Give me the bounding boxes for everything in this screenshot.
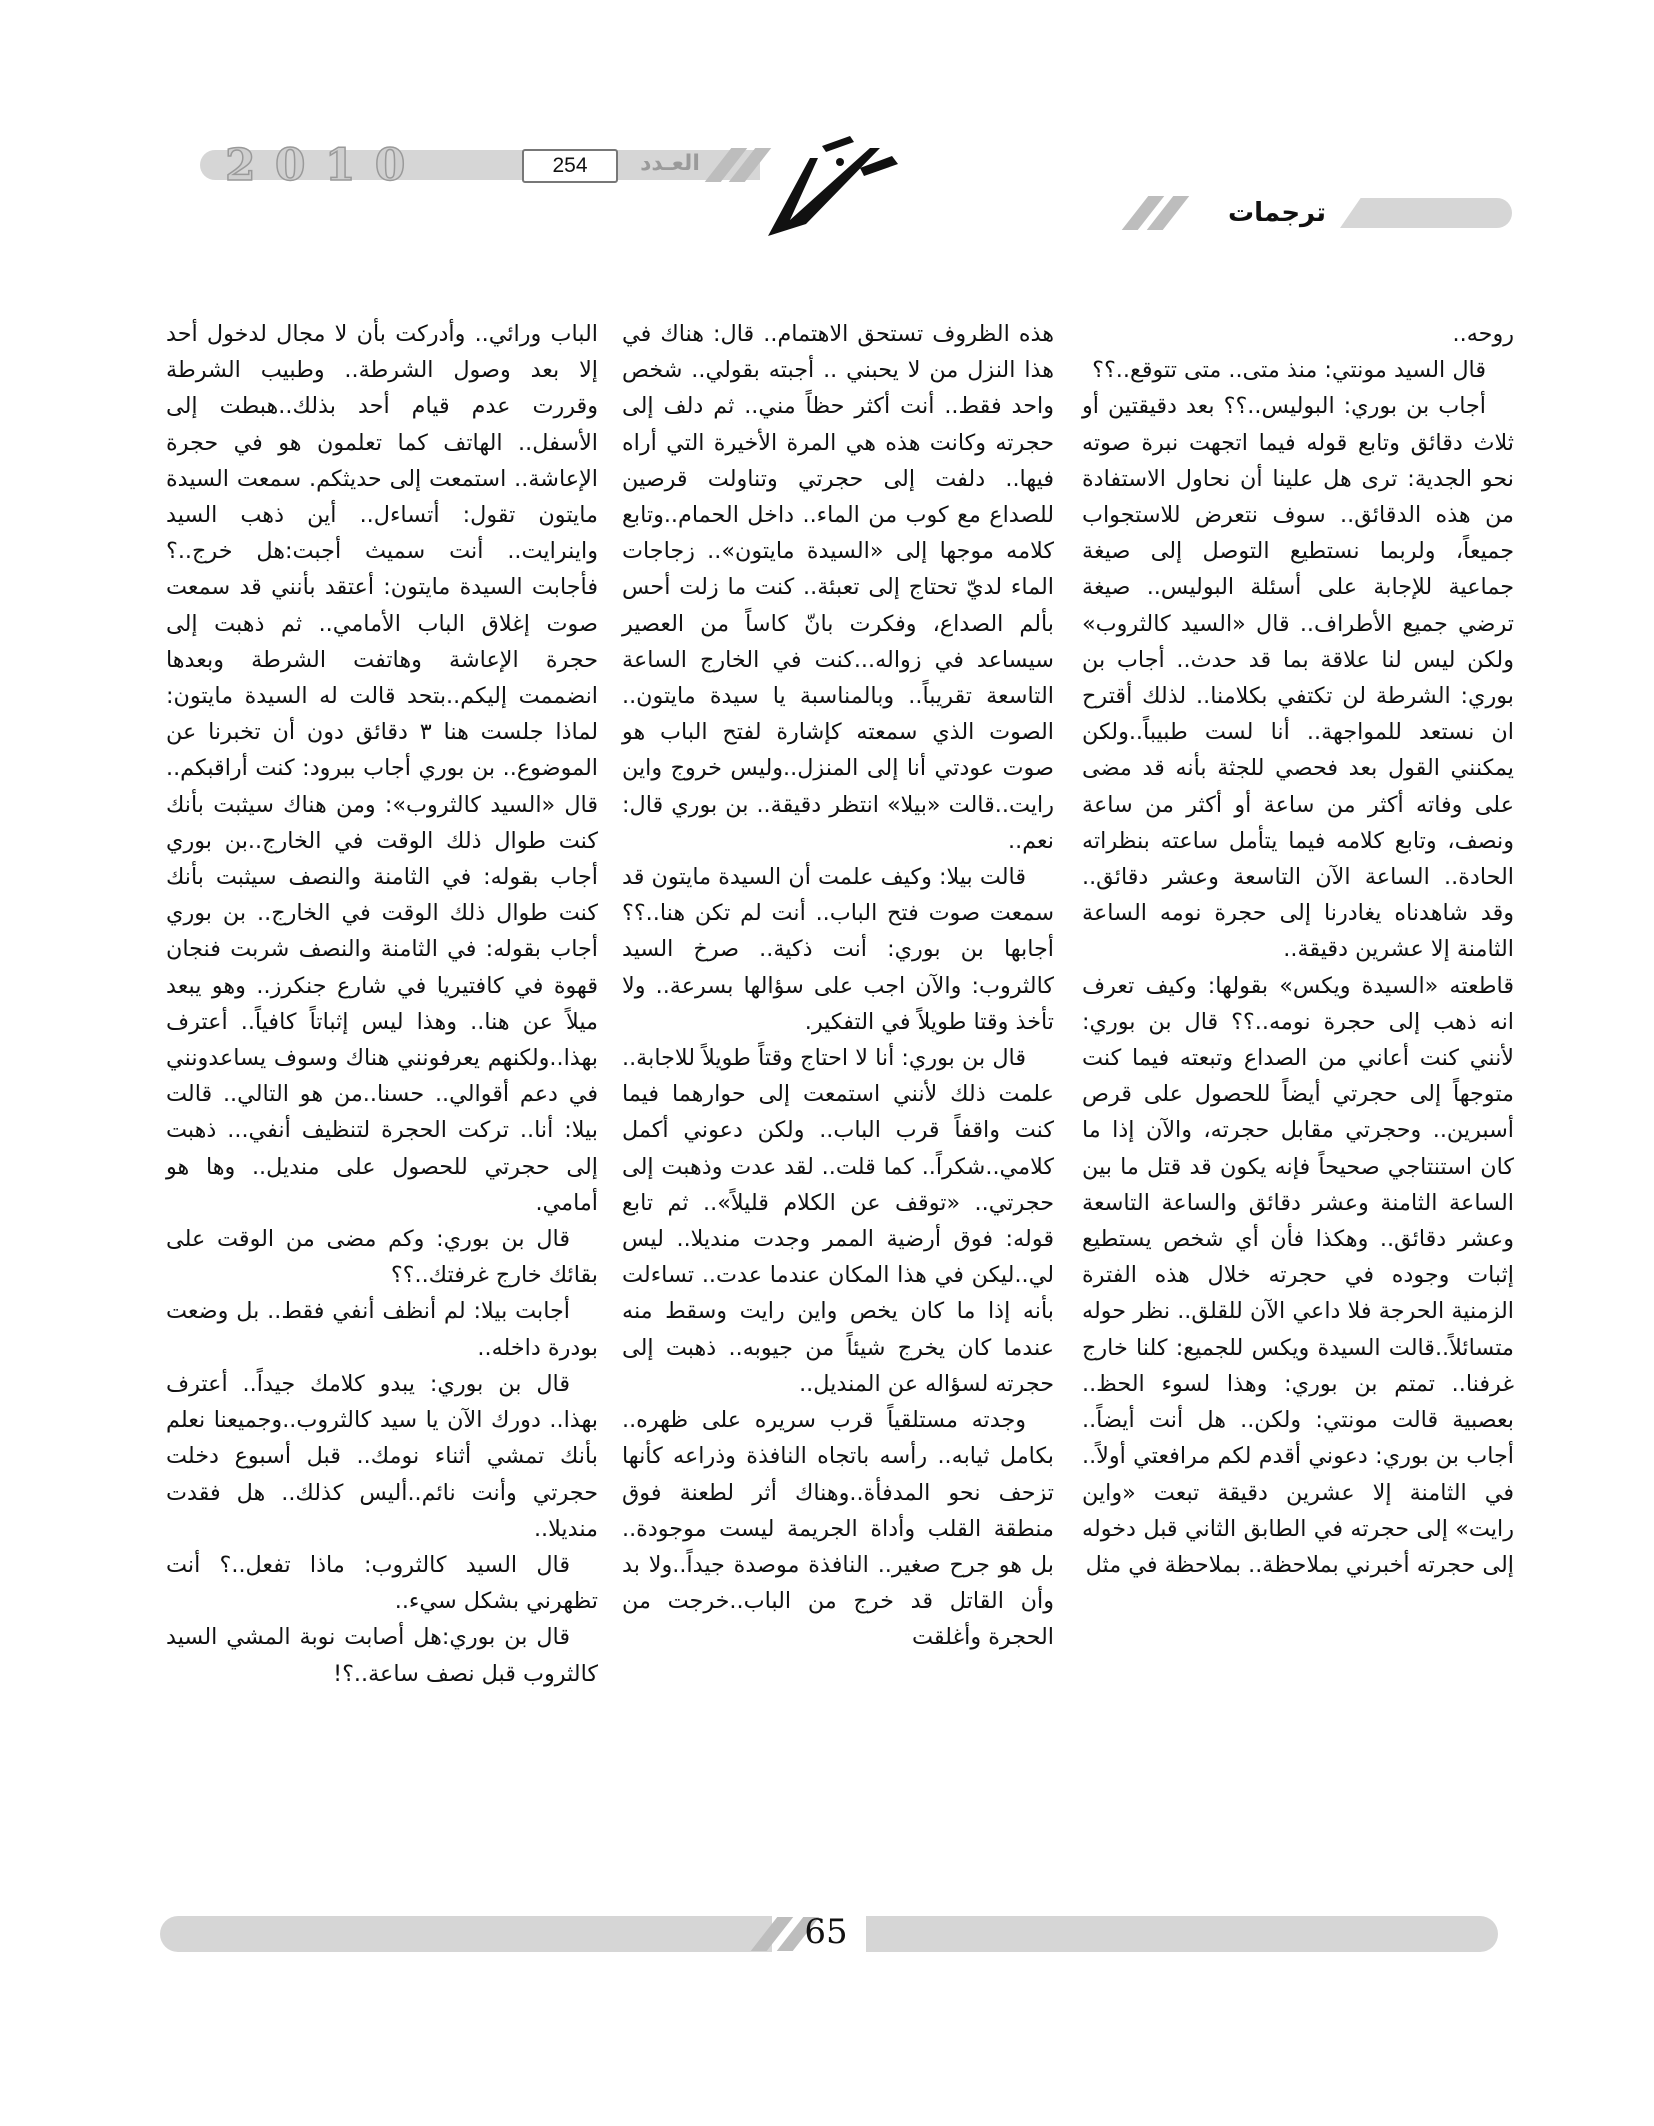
- article-column-right: [1082, 316, 1514, 1583]
- paragraph: أجابت بيلا: لم أنظف أنفي فقط.. بل وضعت بودرة داخله..: [166, 1298, 598, 1361]
- logo-stroke-main: [768, 148, 880, 236]
- footer-bar: [160, 1916, 772, 1952]
- paragraph: روحه..: [1452, 321, 1514, 347]
- paragraph: قال بن بوري: وكم مضى من الوقت على بقائك خارج غرفتك..؟؟: [166, 1226, 598, 1289]
- paragraph: الباب ورائي.. وأدركت بأن لا مجال لدخول أحد إلا بعد وصول الشرطة.. وطبيب الشرطة وقررت عدم قيام أحد بذلك..هبطت إلى الأسفل.. الهاتف كما تعلمون هو في حجرة الإعاشة.. استمعت إلى حديثكم. سمعت السيدة مايتون تقول: أتساءل.. أين ذهب السيد واينرايت.. أنت سميث أجبت:هل خرج..؟ فأجابت السيدة مايتون: أعتقد بأنني قد سمعت صوت إغلاق الباب الأمامي.. ثم ذهبت إلى حجرة الإعاشة وهاتفت الشرطة وبعدها انضممت إليكم..بتحد قالت له السيدة مايتون: لماذا جلست هنا ٣ دقائق دون أن تخبرنا عن الموضوع.. بن بوري أجاب ببرود: كنت أراقبكم.. قال «السيد كالثروب»: ومن هناك سيثبت بأنك كنت طوال ذلك الوقت في الخارج..بن بوري أجاب بقوله: في الثامنة والنصف سيثبت بأنك كنت طوال ذلك الوقت في الخارج.. بن بوري أجاب بقوله: في الثامنة والنصف شربت فنجان قهوة في كافتيريا في شارع جنكرز.. وهو يبعد ميلاً عن هنا.. وهذا ليس إثباتاً كافياً.. أعترف بهذا..ولكنهم يعرفونني هناك وسوف يساعدونني في دعم أقوالي.. حسنا..من هو التالي.. قالت بيلا: أنا.. تركت الحجرة لتنظيف أنفي... ذهبت إلى حجرتي للحصول على منديل.. وها هو أمامي.: [166, 321, 598, 1216]
- paragraph: قاطعته «السيدة ويكس» بقولها: وكيف تعرف انه ذهب إلى حجرة نومه..؟؟ قال بن بوري: لأنني كنت أعاني من الصداع وتبعته فيما كنت متوجهاً إلى حجرتي أيضاً للحصول على قرص أسبرين.. وحجرتي مقابل حجرته، والآن إذا ما كان استنتاجي صحيحاً فإنه يكون قد قتل ما بين الساعة الثامنة وعشر دقائق والساعة التاسعة وعشر دقائق.. وهكذا فأن أي شخص يستطيع إثبات وجوده في حجرته خلال هذه الفترة الزمنية الحرجة فلا داعي الآن للقلق.. نظر حوله متسائلاً..قالت السيدة ويكس للجميع: كلنا خارج غرفنا.. تمتم بن بوري: وهذا لسوء الحظ.. بعصبية قالت مونتي: ولكن.. هل أنت أيضاً.. أجاب بن بوري: دعوني أقدم لكم مرافعتي أولاً.. في الثامنة إلا عشرين دقيقة تبعت «واين رايت» إلى حجرته في الطابق الثاني قبل دخوله إلى حجرته أخبرني بملاحظة.. بملاحظة في مثل: [1082, 972, 1514, 1578]
- paragraph: هذه الظروف تستحق الاهتمام.. قال: هناك في هذا النزل من لا يحبني .. أجبته بقولي.. شخص واحد فقط.. أنت أكثر حظاً مني.. ثم دلف إلى حجرته وكانت هذه هي المرة الأخيرة التي أراه فيها.. دلفت إلى حجرتي وتناولت قرصين للصداع مع كوب من الماء.. داخل الحمام..وتابع كلامه موجها إلى «السيدة مايتون».. زجاجات الماء لديّ تحتاج إلى تعبئة.. كنت ما زلت أحس بألم الصداع، وفكرت بانّ كاساً من العصير سيساعد في زواله...كنت في الخارج الساعة التاسعة تقريباً.. وبالمناسبة يا سيدة مايتون.. الصوت الذي سمعته كإشارة لفتح الباب هو صوت عودتي أنا إلى المنزل..وليس خروج واين رايت..قالت «بيلا» انتظر دقيقة.. بن بوري قال: نعم..: [622, 321, 1054, 854]
- paragraph: قال بن بوري: أنا لا احتاج وقتاً طويلاً للاجابة.. علمت ذلك لأنني استمعت إلى حوارهما فيما كنت واقفاً قرب الباب.. ولكن دعوني أكمل كلامي..شكراً.. كما قلت.. لقد عدت وذهبت إلى حجرتي.. «توقف عن الكلام قليلاً».. ثم تابع قوله: فوق أرضية الممر وجدت منديلا.. ليس لي..ليكن في هذا المكان عندما عدت.. تساءلت بأنه إذا ما كان يخص واين رايت وسقط منه عندما كان يخرج شيئاً من جيوبه.. ذهبت إلى حجرته لسؤاله عن المنديل..: [622, 1045, 1054, 1397]
- paragraph: قالت بيلا: وكيف علمت أن السيدة مايتون قد سمعت صوت فتح الباب.. أنت لم تكن هنا..؟؟ أجابها بن بوري: أنت ذكية.. صرخ السيد كالثروب: والآن اجب على سؤالها بسرعة.. ولا تأخذ وقتا طويلاً في التفكير.: [622, 864, 1054, 1035]
- section-bar: [1340, 198, 1512, 228]
- paragraph: قال السيد كالثروب: ماذا تفعل..؟ أنت تظهرني بشكل سيء..: [166, 1551, 598, 1615]
- issue-label: العـدد: [640, 151, 700, 176]
- section-title: ترجمات: [1228, 198, 1326, 228]
- footer-bar: [866, 1916, 1498, 1952]
- paragraph: وجدته مستلقياً قرب سريره على ظهره.. بكامل ثيابه.. رأسه باتجاه النافذة وذراعه كأنها تزحف نحو المدفأة..وهناك أثر لطعنة فوق منطقة القلب وأداة الجريمة ليست موجودة.. بل هو جرح صغير.. النافذة موصدة جيداً..ولا بد وأن القاتل قد خرج من الباب..خرجت من الحجرة وأغلقت: [622, 1407, 1054, 1651]
- paragraph: قال بن بوري:هل أصابت نوبة المشي السيد كالثروب قبل نصف ساعة..؟!: [166, 1624, 598, 1687]
- logo-hamza: [836, 158, 844, 166]
- paragraph: قال بن بوري: يبدو كلامك جيداً.. أعترف بهذا.. دورك الآن يا سيد كالثروب..وجميعنا نعلم بأنك تمشي أثناء نومك.. قبل أسبوع دخلت حجرتي وأنت نائم..أليس كذلك.. هل فقدت منديلا..: [166, 1370, 598, 1542]
- paragraph: قال السيد مونتي: منذ متى.. متى تتوقع..؟؟: [1092, 357, 1486, 384]
- page-number: 65: [804, 1912, 848, 1952]
- issue-year: 2 0 1 0: [225, 140, 408, 191]
- article-column-middle: [622, 316, 1054, 1656]
- logo-stroke-top: [822, 136, 854, 152]
- article-column-left: [166, 316, 598, 1692]
- paragraph: أجاب بن بوري: البوليس..؟؟ بعد دقيقتين أو ثلاث دقائق وتابع قوله فيما اتجهت نبرة صوته نحو الجدية: ترى هل علينا أن نحاول الاستفادة من هذه الدقائق.. سوف نتعرض للاستجواب جميعاً، ولربما نستطيع التوصل إلى صيغة جماعية للإجابة على أسئلة البوليس.. صيغة ترضي جميع الأطراف.. قال «السيد كالثروب» ولكن ليس لنا علاقة بما قد حدث.. أجاب بن بوري: الشرطة لن تكتفي بكلامنا.. لذلك أقترح ان نستعد للمواجهة.. أنا لست طبيباً..ولكن يمكنني القول بعد فحصي للجثة بأنه قد مضى على وفاته أكثر من ساعة أو أكثر من ساعة ونصف، وتابع كلامه فيما يتأمل ساعته بنظراته الحادة.. الساعة الآن التاسعة وعشر دقائق.. وقد شاهدناه يغادرنا إلى حجرة نومه الساعة الثامنة إلا عشرين دقيقة..: [1082, 393, 1514, 963]
- issue-number: 254: [522, 149, 618, 183]
- magazine-logo: [752, 128, 902, 244]
